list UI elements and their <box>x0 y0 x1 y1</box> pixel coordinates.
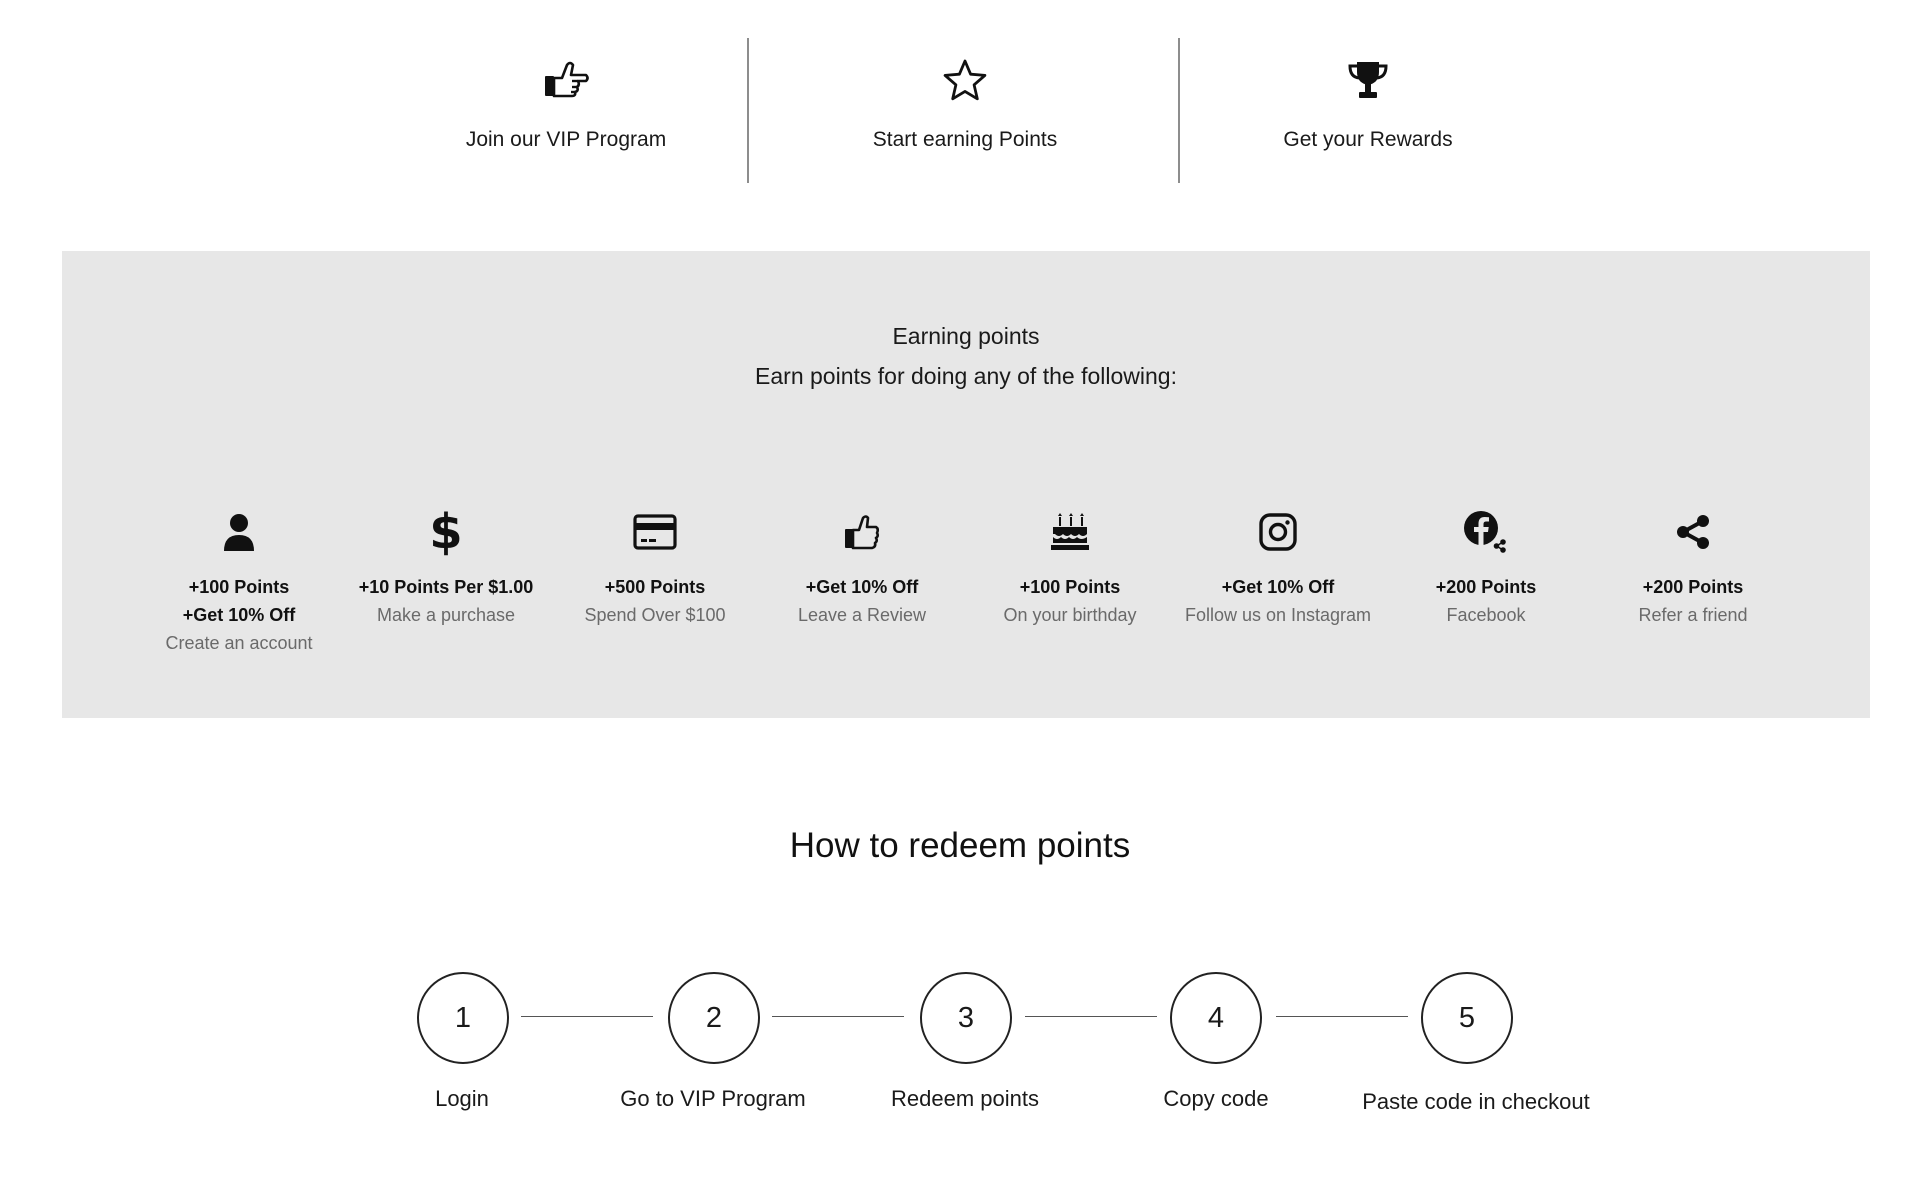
earn-item-discount: +Get 10% Off <box>805 577 919 597</box>
earn-item-create-account <box>129 507 349 657</box>
redeem-step-label: Login <box>435 1086 489 1111</box>
redeem-title: How to redeem points <box>789 826 1131 865</box>
step-connector <box>521 1016 653 1017</box>
redeem-step-number: 2 <box>668 972 760 1064</box>
top-step-earn <box>755 56 1175 152</box>
earn-item-desc: Follow us on Instagram <box>1184 605 1372 625</box>
instagram-icon <box>1168 507 1388 557</box>
thumbs-up-icon <box>752 507 972 557</box>
step-connector <box>772 1016 904 1017</box>
earn-item-review <box>752 507 972 629</box>
earning-points-panel <box>62 251 1870 718</box>
user-icon <box>129 507 349 557</box>
earn-item-desc: Spend Over $100 <box>584 605 726 625</box>
earn-item-points: +100 Points <box>188 577 290 597</box>
dollar-icon: $ <box>429 504 463 560</box>
redeem-step-label: Copy code <box>1163 1086 1269 1111</box>
top-step-label: Join our VIP Program <box>465 128 667 151</box>
earn-item-refer <box>1583 507 1803 629</box>
birthday-cake-icon <box>960 507 1180 557</box>
earn-item-desc: Create an account <box>165 633 313 653</box>
earn-item-discount: +Get 10% Off <box>1221 577 1335 597</box>
earn-item-desc: Refer a friend <box>1638 605 1748 625</box>
earn-item-instagram <box>1168 507 1388 629</box>
redeem-step-label: Redeem points <box>891 1086 1039 1111</box>
earning-title: Earning points <box>892 323 1040 349</box>
redeem-step-number: 1 <box>417 972 509 1064</box>
redeem-step-label: Paste code in checkout <box>1362 1089 1590 1114</box>
earn-item-purchase <box>336 504 556 629</box>
redeem-step-label: Go to VIP Program <box>620 1086 806 1111</box>
credit-card-icon <box>545 507 765 557</box>
top-step-rewards <box>1158 56 1578 152</box>
earn-item-desc: Facebook <box>1446 605 1526 625</box>
earn-item-discount: +Get 10% Off <box>182 605 296 625</box>
earning-subtitle: Earn points for doing any of the following: <box>755 363 1177 389</box>
earn-item-points: +100 Points <box>1019 577 1121 597</box>
redeem-step-number: 5 <box>1421 972 1513 1064</box>
step-connector <box>1025 1016 1157 1017</box>
earn-item-points: +200 Points <box>1435 577 1537 597</box>
redeem-step-number: 3 <box>920 972 1012 1064</box>
share-icon <box>1583 507 1803 557</box>
earn-item-desc: On your birthday <box>1003 605 1137 625</box>
step-connector <box>1276 1016 1408 1017</box>
divider <box>747 38 749 183</box>
top-step-join <box>356 56 776 152</box>
earn-item-points: +500 Points <box>604 577 706 597</box>
earn-item-desc: Leave a Review <box>797 605 927 625</box>
earn-item-spend <box>545 507 765 629</box>
earn-item-desc: Make a purchase <box>376 605 516 625</box>
top-step-label: Get your Rewards <box>1283 128 1453 151</box>
pointing-hand-icon <box>356 56 776 104</box>
earn-item-points: +200 Points <box>1642 577 1744 597</box>
star-icon <box>755 56 1175 104</box>
earn-item-facebook <box>1376 507 1596 629</box>
facebook-share-icon <box>1376 507 1596 557</box>
top-step-label: Start earning Points <box>872 128 1058 151</box>
earn-item-points: +10 Points Per $1.00 <box>358 577 534 597</box>
earn-item-birthday <box>960 507 1180 629</box>
redeem-step-number: 4 <box>1170 972 1262 1064</box>
trophy-icon <box>1158 56 1578 104</box>
